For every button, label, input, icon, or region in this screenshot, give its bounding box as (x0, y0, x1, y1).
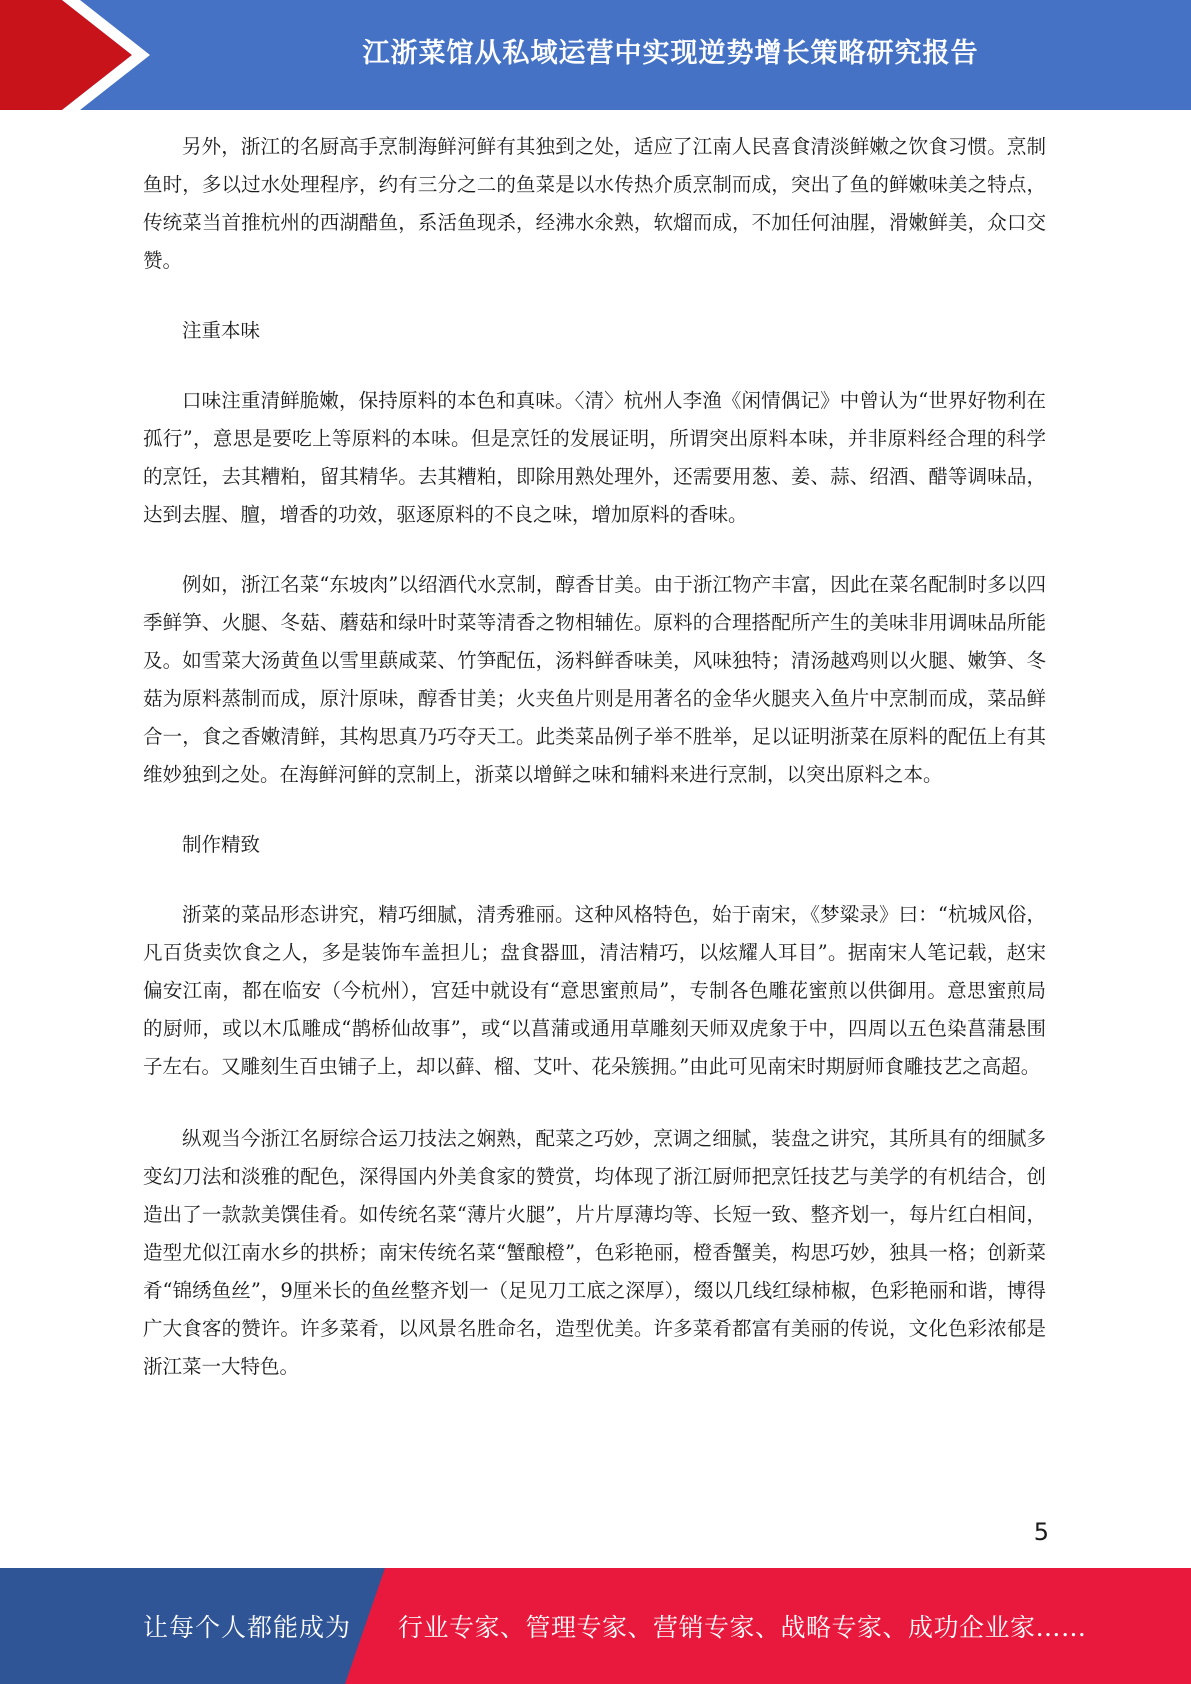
paragraph-natural-flavor: 口味注重清鲜脆嫩，保持原料的本色和真味。〈清〉杭州人李渔《闲情偶记》中曾认为“世界好物利在孤行”，意思是要吃上等原料的本味。但是烹饪的发展证明，所谓突出原料本味，并非原料经合理的科学的烹饪，去其糟粕，留其精华。去其糟粕，即除用熟处理外，还需要用葱、姜、蒜、绍酒、醋等调味品，达到去腥、膻，增香的功效，驱逐原料的不良之味，增加原料的香味。 (143, 389, 1046, 526)
paragraph-seafood-cooking: 另外，浙江的名厨高手烹制海鲜河鲜有其独到之处，适应了江南人民喜食清淡鲜嫩之饮食习惯。烹制鱼时，多以过水处理程序，约有三分之二的鱼菜是以水传热介质烹制而成，突出了鱼的鲜嫩味美之特点，传统菜当首推杭州的西湖醋鱼，系活鱼现杀，经沸水氽熟，软熘而成，不加任何油腥，滑嫩鲜美，众口交赞。 (143, 135, 1046, 272)
paragraph-knife-skills: 纵观当今浙江名厨综合运刀技法之娴熟，配菜之巧妙，烹调之细腻，装盘之讲究，其所具有的细腻多变幻刀法和淡雅的配色，深得国内外美食家的赞赏，均体现了浙江厨师把烹饪技艺与美学的有机结合，创造出了一款款美馔佳肴。如传统名菜“薄片火腿”，片片厚薄均等、长短一致、整齐划一，每片红白相间，造型尤似江南水乡的拱桥；南宋传统名菜“蟹酿橙”，色彩艳丽，橙香蟹美，构思巧妙，独具一格；创新菜肴“锦绣鱼丝”，9厘米长的鱼丝整齐划一（足见刀工底之深厚），缀以几线红绿柿椒，色彩艳丽和谐，博得广大食客的赞许。许多菜肴，以风景名胜命名，造型优美。许多菜肴都富有美丽的传说，文化色彩浓郁是浙江菜一大特色。 (143, 1127, 1046, 1378)
section-heading-natural-flavor: 注重本味 (182, 319, 261, 342)
section-heading-fine-craft: 制作精致 (182, 833, 261, 856)
footer-slogan-right: 行业专家、管理专家、营销专家、战略专家、成功企业家…… (398, 1613, 1087, 1642)
document-title: 江浙菜馆从私域运营中实现逆势增长策略研究报告 (362, 37, 979, 69)
footer-banner (0, 1568, 1191, 1684)
footer-slogan-left: 让每个人都能成为 (143, 1613, 352, 1642)
header-banner (0, 0, 1191, 110)
page-number: 5 (1033, 1518, 1049, 1546)
paragraph-dongpo-pork: 例如，浙江名菜“东坡肉”以绍酒代水烹制，醇香甘美。由于浙江物产丰富，因此在菜名配制时多以四季鲜笋、火腿、冬菇、蘑菇和绿叶时菜等清香之物相辅佐。原料的合理搭配所产生的美味非用调味品所能及。如雪菜大汤黄鱼以雪里蕻咸菜、竹笋配伍，汤料鲜香味美，风味独特；清汤越鸡则以火腿、嫩笋、冬菇为原料蒸制而成，原汁原味，醇香甘美；火夹鱼片则是用著名的金华火腿夹入鱼片中烹制而成，菜品鲜合一，食之香嫩清鲜，其构思真乃巧夺天工。此类菜品例子举不胜举，足以证明浙菜在原料的配伍上有其维妙独到之处。在海鲜河鲜的烹制上，浙菜以增鲜之味和辅料来进行烹制，以突出原料之本。 (143, 573, 1046, 786)
document-body (143, 128, 1046, 1386)
paragraph-southern-song: 浙菜的菜品形态讲究，精巧细腻，清秀雅丽。这种风格特色，始于南宋，《梦粱录》曰：“杭城风俗，凡百货卖饮食之人，多是装饰车盖担儿；盘食器皿，清洁精巧，以炫耀人耳目”。据南宋人笔记载，赵宋偏安江南，都在临安（今杭州），宫廷中就设有“意思蜜煎局”，专制各色雕花蜜煎以供御用。意思蜜煎局的厨师，或以木瓜雕成“鹊桥仙故事”，或“以菖蒲或通用草雕刻天师双虎象于中，四周以五色染菖蒲悬围子左右。又雕刻生百虫铺子上，却以藓、榴、艾叶、花朵簇拥。”由此可见南宋时期厨师食雕技艺之高超。 (143, 903, 1046, 1078)
